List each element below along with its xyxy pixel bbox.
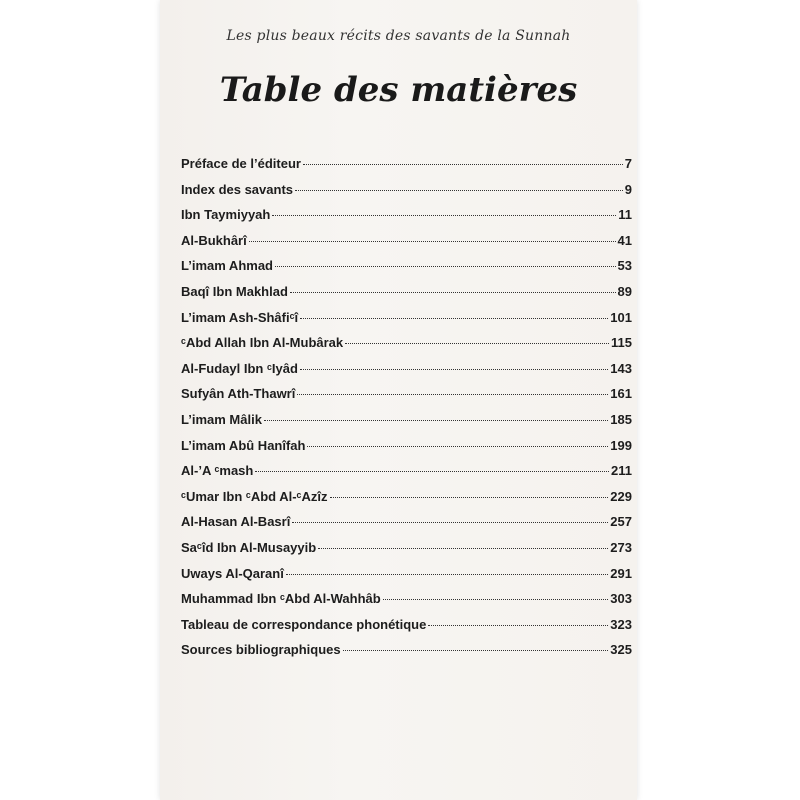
toc-entry: [181, 489, 632, 515]
dot-leader: [275, 266, 616, 267]
toc-entry-page: 11: [618, 207, 632, 223]
running-head: Les plus beaux récits des savants de la Sunnah: [226, 28, 571, 44]
dot-leader: [286, 574, 608, 575]
toc-entry-page: 303: [610, 591, 632, 607]
toc-entry-label: Préface de l’éditeur: [181, 156, 301, 171]
toc-entry-page: 185: [610, 411, 632, 427]
table-of-contents: [181, 156, 632, 668]
dot-leader: [297, 394, 608, 395]
toc-entry-page: 199: [610, 437, 632, 453]
toc-entry-label: Sufyân Ath-Thawrî: [181, 386, 296, 402]
toc-entry: [181, 284, 632, 310]
toc-entry-page: 211: [611, 463, 632, 479]
toc-entry: [181, 642, 632, 668]
toc-entry-page: 101: [610, 309, 632, 325]
toc-entry-page: 323: [610, 616, 632, 632]
dot-leader: [303, 164, 623, 165]
toc-entry-label: Ibn Taymiyyah: [181, 207, 271, 223]
toc-entry-page: 229: [610, 488, 632, 504]
dot-leader: [300, 369, 608, 370]
toc-entry: [181, 514, 632, 540]
dot-leader: [272, 215, 616, 216]
toc-entry-label: Index des savants: [181, 181, 293, 197]
dot-leader: [307, 446, 608, 447]
toc-entry: [181, 335, 632, 361]
toc-entry: [181, 566, 632, 592]
toc-entry: [181, 412, 632, 438]
toc-entry-page: 161: [610, 386, 632, 402]
book-page: [160, 0, 637, 800]
dot-leader: [264, 420, 608, 421]
toc-entry-label: Baqî Ibn Makhlad: [181, 283, 288, 299]
dot-leader: [428, 625, 608, 626]
toc-entry-label: Al-Hasan Al-Basrî: [181, 514, 291, 530]
toc-entry: [181, 438, 632, 464]
toc-entry-page: 291: [610, 565, 632, 581]
dot-leader: [290, 292, 616, 293]
toc-entry-page: 41: [617, 232, 632, 248]
dot-leader: [300, 318, 608, 319]
dot-leader: [345, 343, 609, 344]
toc-entry: [181, 591, 632, 617]
toc-entry-page: 7: [624, 156, 632, 171]
toc-entry: [181, 156, 632, 182]
toc-entry-label: Al-’A ᶜmash: [181, 463, 254, 479]
toc-entry-label: ᶜUmar Ibn ᶜAbd Al-ᶜAzîz: [181, 488, 328, 504]
toc-entry: [181, 540, 632, 566]
dot-leader: [343, 650, 609, 651]
toc-entry: [181, 617, 632, 643]
toc-entry-page: 273: [610, 539, 632, 555]
toc-entry-label: Al-Bukhârî: [181, 232, 247, 248]
toc-entry-label: L’imam Mâlik: [181, 411, 262, 427]
toc-entry-label: Uways Al-Qaranî: [181, 565, 284, 581]
toc-entry: [181, 207, 632, 233]
toc-entry: [181, 386, 632, 412]
toc-entry-label: L’imam Ahmad: [181, 258, 273, 274]
toc-entry-label: L’imam Ash-Shâfiᶜî: [181, 309, 299, 325]
toc-entry-label: Tableau de correspondance phonétique: [181, 616, 427, 632]
toc-entry: [181, 258, 632, 284]
toc-entry: [181, 182, 632, 208]
toc-entry-page: 143: [610, 360, 632, 376]
toc-entry: [181, 463, 632, 489]
toc-entry-page: 53: [617, 258, 632, 274]
toc-entry: [181, 310, 632, 336]
dot-leader: [249, 241, 616, 242]
toc-entry-page: 9: [624, 181, 632, 197]
toc-entry-page: 115: [611, 335, 632, 351]
toc-entry-page: 257: [610, 514, 632, 530]
dot-leader: [318, 548, 608, 549]
dot-leader: [295, 190, 623, 191]
toc-entry-label: Saᶜîd Ibn Al-Musayyib: [181, 539, 317, 555]
toc-entry-page: 325: [610, 642, 632, 658]
toc-entry: [181, 233, 632, 259]
toc-entry: [181, 361, 632, 387]
dot-leader: [383, 599, 609, 600]
toc-entry-label: ᶜAbd Allah Ibn Al-Mubârak: [181, 335, 344, 351]
toc-entry-label: Muhammad Ibn ᶜAbd Al-Wahhâb: [181, 591, 381, 607]
toc-entry-page: 89: [617, 283, 632, 299]
toc-entry-label: Al-Fudayl Ibn ᶜIyâd: [181, 360, 298, 376]
page-title: Table des matières: [219, 70, 578, 110]
toc-entry-label: L’imam Abû Hanîfah: [181, 437, 306, 453]
dot-leader: [255, 471, 609, 472]
dot-leader: [330, 497, 609, 498]
toc-entry-label: Sources bibliographiques: [181, 642, 341, 658]
dot-leader: [292, 522, 608, 523]
